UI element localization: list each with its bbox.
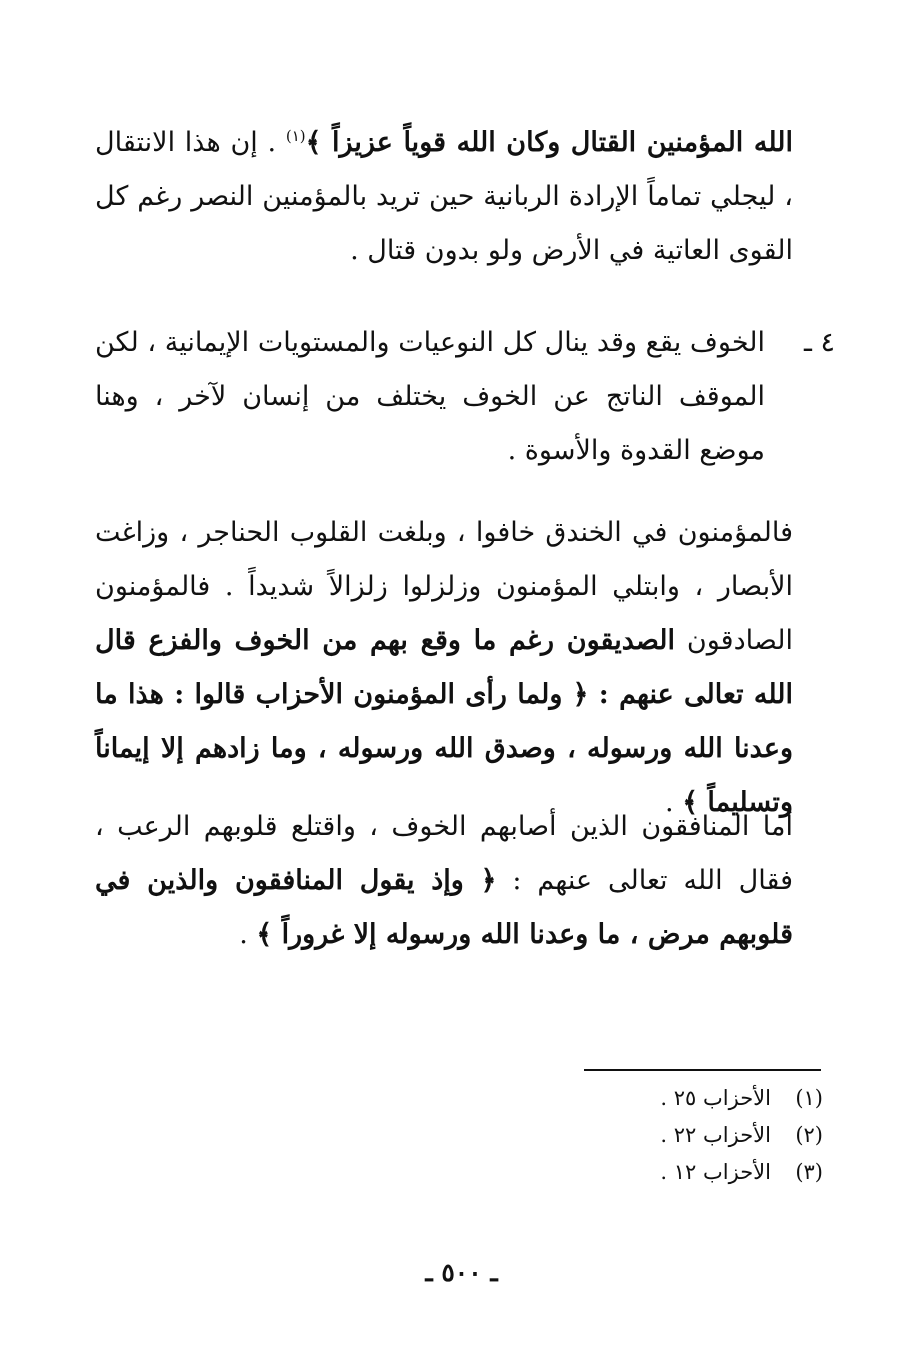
paragraph-1-text: . إن هذا الانتقال ، ليجلي تماماً الإرادة الربانية حين تريد بالمؤمنين النصر رغم كل القوى العاتية في الأرض ولو بدون قتال .: [95, 127, 793, 266]
paragraph-3: [95, 506, 793, 830]
footnote-1: [523, 1080, 823, 1117]
footnote-ref-1: (١): [285, 127, 306, 145]
footnote-text: الأحزاب ١٢ .: [660, 1160, 771, 1184]
paragraph-4-bold: ﴿ وإذ يقول المنافقون والذين في قلوبهم مرض ، ما وعدنا الله ورسوله إلا غروراً ﴾: [95, 865, 793, 950]
paragraph-4-text: أما المنافقون الذين أصابهم الخوف ، واقتلع قلوبهم الرعب ، فقال الله تعالى عنهم :: [95, 811, 794, 896]
paragraph-3-bold: الصديقون رغم ما وقع بهم من الخوف والفزع قال الله تعالى عنهم : ﴿ ولما رأى المؤمنون الأحزاب قالوا : هذا ما وعدنا الله ورسوله ، وصدق الله ورسوله ، وما زادهم إلا إيماناً وتسليماً ﴾: [95, 625, 794, 818]
paragraph-2-text: الخوف يقع وقد ينال كل النوعيات والمستويات الإيمانية ، لكن الموقف الناتج عن الخوف يختلف من إنسان لآخر ، وهنا موضع القدوة والأسوة .: [95, 327, 765, 466]
footnote-number: (٣): [795, 1160, 823, 1184]
quran-quote-bold: الله المؤمنين القتال وكان الله قوياً عزيزاً ﴾: [305, 127, 794, 158]
footnote-divider: [584, 1069, 821, 1071]
paragraph-4: [95, 800, 793, 962]
page-number: ـ ٥٠٠ ـ: [425, 1258, 498, 1287]
footnote-text: الأحزاب ٢٥ .: [660, 1086, 771, 1110]
footnote-2: [523, 1117, 823, 1154]
paragraph-4-end: .: [239, 919, 257, 950]
item-number-4: ٤ ـ: [803, 327, 835, 358]
footnote-text: الأحزاب ٢٢ .: [660, 1123, 771, 1147]
paragraph-2: [95, 316, 765, 478]
paragraph-3-text: فالمؤمنون في الخندق خافوا ، وبلغت القلوب الحناجر ، وزاغت الأبصار ، وابتلي المؤمنون وزلزلوا زلزالاً شديداً . فالمؤمنون الصادقون: [95, 517, 793, 656]
footnotes: [523, 1080, 823, 1191]
paragraph-3-end: .: [665, 787, 683, 818]
footnote-3: [523, 1154, 823, 1191]
footnote-number: (١): [795, 1086, 823, 1110]
footnote-number: (٢): [795, 1123, 823, 1147]
paragraph-1: [95, 116, 793, 278]
